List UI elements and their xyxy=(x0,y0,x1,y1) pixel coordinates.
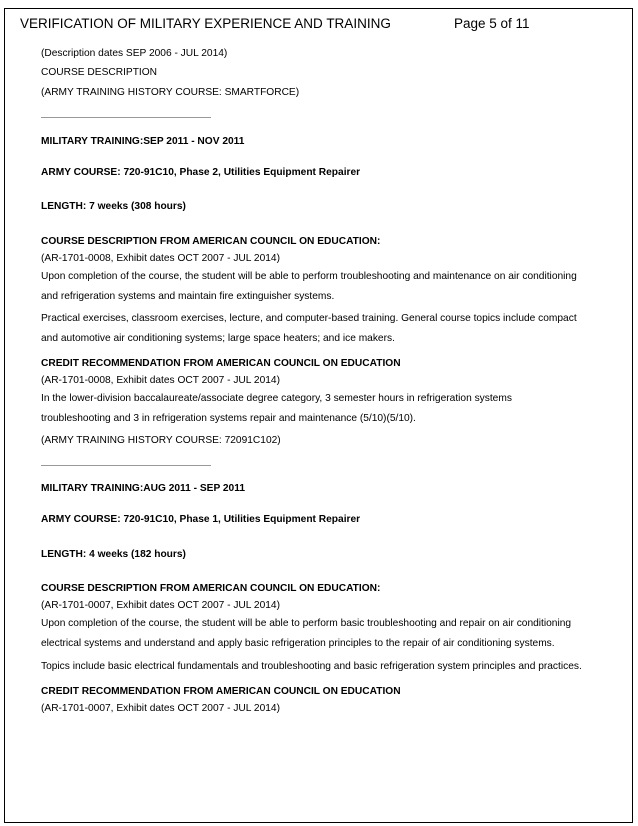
description-text: Upon completion of the course, the student will be able to perform basic troubleshooting and repair on air conditioning xyxy=(41,618,572,629)
course-description-heading: COURSE DESCRIPTION FROM AMERICAN COUNCIL ON EDUCATION: xyxy=(41,236,381,247)
exhibit-dates: (AR-1701-0008, Exhibit dates OCT 2007 - JUL 2014) xyxy=(41,253,280,264)
course-length: LENGTH: 4 weeks (182 hours) xyxy=(41,549,186,560)
exhibit-dates: (AR-1701-0007, Exhibit dates OCT 2007 - JUL 2014) xyxy=(41,600,280,611)
page-number: Page 5 of 11 xyxy=(454,16,530,31)
description-text: and refrigeration systems and maintain fire extinguisher systems. xyxy=(41,291,335,302)
credit-recommendation-heading: CREDIT RECOMMENDATION FROM AMERICAN COUNCIL ON EDUCATION xyxy=(41,358,401,369)
army-course: ARMY COURSE: 720-91C10, Phase 2, Utilities Equipment Repairer xyxy=(41,167,361,178)
army-course: ARMY COURSE: 720-91C10, Phase 1, Utilities Equipment Repairer xyxy=(41,514,361,525)
description-text: Topics include basic electrical fundamentals and troubleshooting and basic refrigeration system principles and practices. xyxy=(41,661,582,672)
course-description-label: COURSE DESCRIPTION xyxy=(41,67,158,78)
credit-text: In the lower-division baccalaureate/associate degree category, 3 semester hours in refrigeration systems xyxy=(41,393,512,404)
description-text: and automotive air conditioning systems; large space heaters; and ice makers. xyxy=(41,333,395,344)
section-divider xyxy=(41,117,211,118)
description-text: Practical exercises, classroom exercises, lecture, and computer-based training. General course topics include compact xyxy=(41,313,577,324)
exhibit-dates: (AR-1701-0008, Exhibit dates OCT 2007 - JUL 2014) xyxy=(41,375,280,386)
document-title: VERIFICATION OF MILITARY EXPERIENCE AND TRAINING xyxy=(20,16,391,31)
course-length: LENGTH: 7 weeks (308 hours) xyxy=(41,201,186,212)
description-dates: (Description dates SEP 2006 - JUL 2014) xyxy=(41,48,228,59)
military-training-dates: MILITARY TRAINING:SEP 2011 - NOV 2011 xyxy=(41,136,245,147)
exhibit-dates: (AR-1701-0007, Exhibit dates OCT 2007 - JUL 2014) xyxy=(41,703,280,714)
history-course: (ARMY TRAINING HISTORY COURSE: 72091C102) xyxy=(41,435,281,446)
history-course: (ARMY TRAINING HISTORY COURSE: SMARTFORCE) xyxy=(41,87,300,98)
document-body xyxy=(41,47,611,715)
credit-recommendation-heading: CREDIT RECOMMENDATION FROM AMERICAN COUNCIL ON EDUCATION xyxy=(41,686,401,697)
course-description-heading: COURSE DESCRIPTION FROM AMERICAN COUNCIL ON EDUCATION: xyxy=(41,583,381,594)
page-header xyxy=(20,16,618,36)
credit-text: troubleshooting and 3 in refrigeration systems repair and maintenance (5/10)(5/10). xyxy=(41,413,416,424)
section-divider xyxy=(41,465,211,466)
military-training-dates: MILITARY TRAINING:AUG 2011 - SEP 2011 xyxy=(41,483,245,494)
description-text: electrical systems and understand and apply basic refrigeration principles to the repair of air conditioning systems. xyxy=(41,638,555,649)
description-text: Upon completion of the course, the student will be able to perform troubleshooting and maintenance on air conditioning xyxy=(41,271,577,282)
